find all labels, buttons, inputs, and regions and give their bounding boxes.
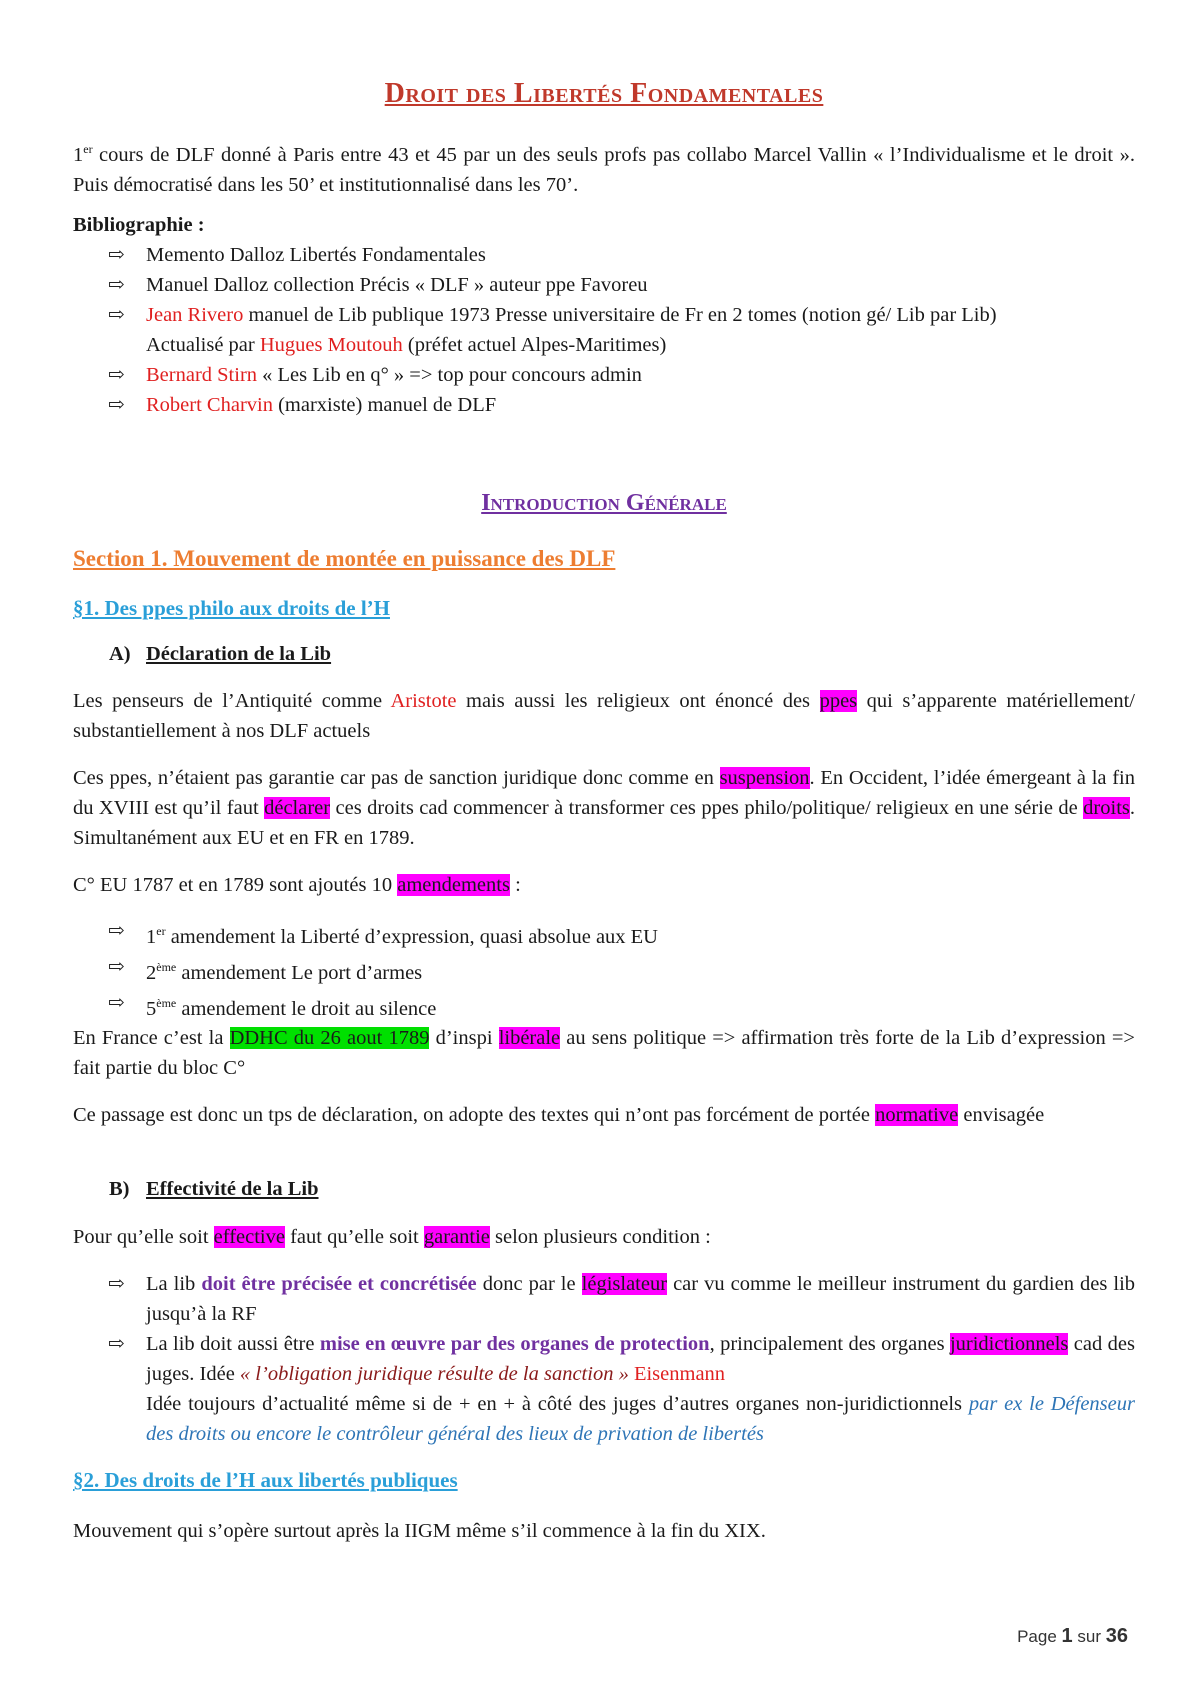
document-title: Droit des Libertés Fondamentales xyxy=(384,78,824,109)
list-item: ⇨ Robert Charvin (marxiste) manuel de DLF xyxy=(73,390,1135,420)
list-item: ⇨ Memento Dalloz Libertés Fondamentales xyxy=(73,240,1135,270)
paragraph-a4: En France c’est la DDHC du 26 aout 1789 d’inspi libérale au sens politique => affirmation très forte de la Lib d’expression => fait partie du bloc C° xyxy=(73,1027,1135,1079)
paragraph-heading-2: §2. Des droits de l’H aux libertés publiques xyxy=(73,1468,458,1492)
arrow-right-icon: ⇨ xyxy=(108,1273,125,1295)
intro-paragraph: 1er cours de DLF donné à Paris entre 43 et 45 par un des seuls profs pas collabo Marcel Vallin « l’Individualisme et le droit ». Puis démocratisé dans les 50’ et institutionnalisé dans les 70’. xyxy=(73,142,1135,196)
list-item: ⇨ 2ème amendement Le port d’armes xyxy=(73,952,1135,988)
subheading-a: A) Déclaration de la Lib xyxy=(109,643,332,665)
paragraph-heading: §1. Des ppes philo aux droits de l’H xyxy=(73,596,390,620)
arrow-right-icon: ⇨ xyxy=(108,304,125,326)
page-footer: Page 1 sur 36 xyxy=(1017,1625,1128,1647)
list-item: ⇨ 1er amendement la Liberté d’expression, quasi absolue aux EU xyxy=(73,916,1135,952)
bibliography-heading: Bibliographie : xyxy=(73,214,205,236)
paragraph-b1: Pour qu’elle soit effective faut qu’elle soit garantie selon plusieurs condition : xyxy=(73,1226,711,1248)
list-item: ⇨ La lib doit aussi être mise en œuvre par des organes de protection, principalement des organes juridictionnels cad des juges. Idée « l’obligation juridique résulte de la sanction » Eisenmann Idée toujours d’actualité même si de + en + à côté des juges d’autres organes non-juridictionnels par ex le Défenseur des droits ou encore le contrôleur général des lieux de privation de libertés xyxy=(73,1329,1135,1449)
paragraph-last: Mouvement qui s’opère surtout après la IIGM même s’il commence à la fin du XIX. xyxy=(73,1520,766,1542)
amendments-list xyxy=(73,916,1135,1023)
arrow-right-icon: ⇨ xyxy=(108,920,125,942)
paragraph-a3: C° EU 1787 et en 1789 sont ajoutés 10 amendements : xyxy=(73,874,521,896)
intro-generale-heading: Introduction Générale xyxy=(481,490,727,516)
section-heading: Section 1. Mouvement de montée en puissance des DLF xyxy=(73,546,616,571)
arrow-right-icon: ⇨ xyxy=(108,244,125,266)
paragraph-a1: Les penseurs de l’Antiquité comme Aristote mais aussi les religieux ont énoncé des ppes qui s’apparente matériellement/ substantiellement à nos DLF actuels xyxy=(73,690,1135,742)
arrow-right-icon: ⇨ xyxy=(108,394,125,416)
arrow-right-icon: ⇨ xyxy=(108,364,125,386)
arrow-right-icon: ⇨ xyxy=(108,274,125,296)
conditions-list xyxy=(73,1269,1135,1449)
list-item: ⇨ Bernard Stirn « Les Lib en q° » => top pour concours admin xyxy=(73,360,1135,390)
list-item: ⇨ Manuel Dalloz collection Précis « DLF » auteur ppe Favoreu xyxy=(73,270,1135,300)
paragraph-a2: Ces ppes, n’étaient pas garantie car pas de sanction juridique donc comme en suspension. En Occident, l’idée émergeant à la fin du XVIII est qu’il faut déclarer ces droits cad commencer à transformer ces ppes philo/politique/ religieux en une série de droits. Simultanément aux EU et en FR en 1789. xyxy=(73,767,1135,849)
arrow-right-icon: ⇨ xyxy=(108,955,125,978)
arrow-right-icon: ⇨ xyxy=(108,991,125,1014)
list-item: ⇨ 5ème amendement le droit au silence xyxy=(73,988,1135,1024)
list-item: ⇨ La lib doit être précisée et concrétisée donc par le législateur car vu comme le meilleur instrument du gardien des lib jusqu’à la RF xyxy=(73,1269,1135,1329)
list-item: ⇨ Jean Rivero manuel de Lib publique 1973 Presse universitaire de Fr en 2 tomes (notion gé/ Lib par Lib) Actualisé par Hugues Moutouh (préfet actuel Alpes-Maritimes) xyxy=(73,300,1135,360)
subheading-b: B) Effectivité de la Lib xyxy=(109,1178,319,1200)
paragraph-a5: Ce passage est donc un tps de déclaration, on adopte des textes qui n’ont pas forcément de portée normative envisagée xyxy=(73,1104,1045,1126)
arrow-right-icon: ⇨ xyxy=(108,1333,125,1355)
bibliography-list xyxy=(73,240,1135,420)
